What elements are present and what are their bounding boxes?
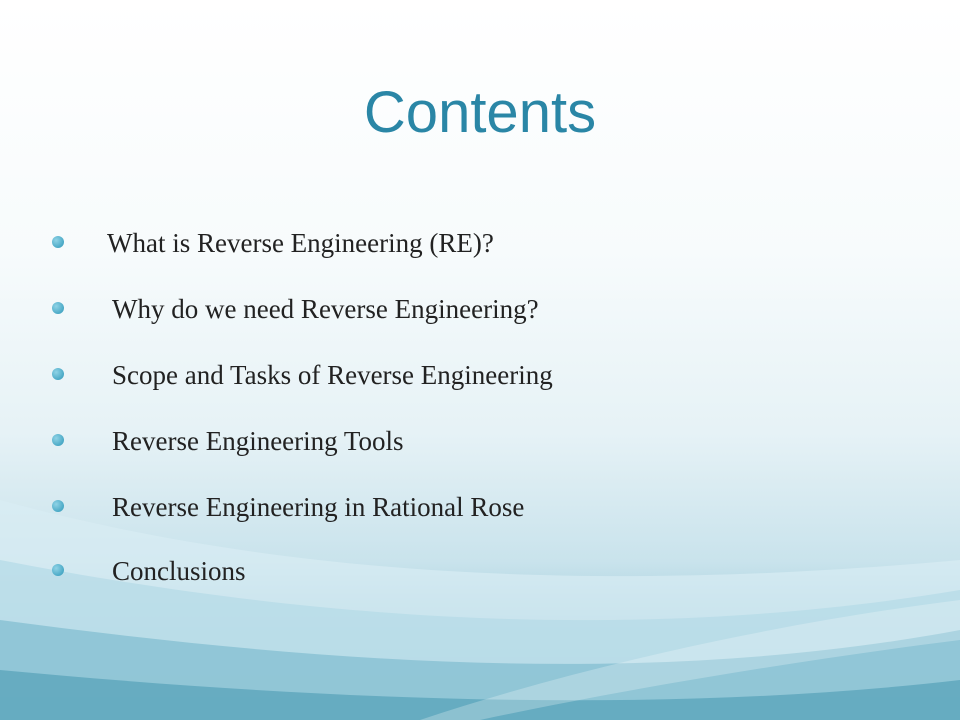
bullet-item: [0, 355, 960, 395]
bullet-text: Why do we need Reverse Engineering?: [112, 294, 539, 324]
bullet-icon: [52, 368, 64, 380]
bullet-item: [0, 421, 960, 461]
bullet-icon: [52, 302, 64, 314]
bullet-text: Conclusions: [112, 556, 246, 586]
bullet-icon: [52, 500, 64, 512]
bullet-text: Reverse Engineering in Rational Rose: [112, 492, 525, 522]
bullet-text: What is Reverse Engineering (RE)?: [107, 228, 494, 258]
slide-title: Contents: [363, 80, 597, 145]
bullet-item: [0, 551, 960, 591]
bullet-icon: [52, 434, 64, 446]
bullet-item: [0, 223, 960, 263]
bullet-item: [0, 289, 960, 329]
bullet-icon: [52, 236, 64, 248]
bullet-text: Reverse Engineering Tools: [112, 426, 404, 456]
bullet-item: [0, 487, 960, 527]
bullet-text: Scope and Tasks of Reverse Engineering: [112, 360, 553, 390]
bullet-icon: [52, 564, 64, 576]
